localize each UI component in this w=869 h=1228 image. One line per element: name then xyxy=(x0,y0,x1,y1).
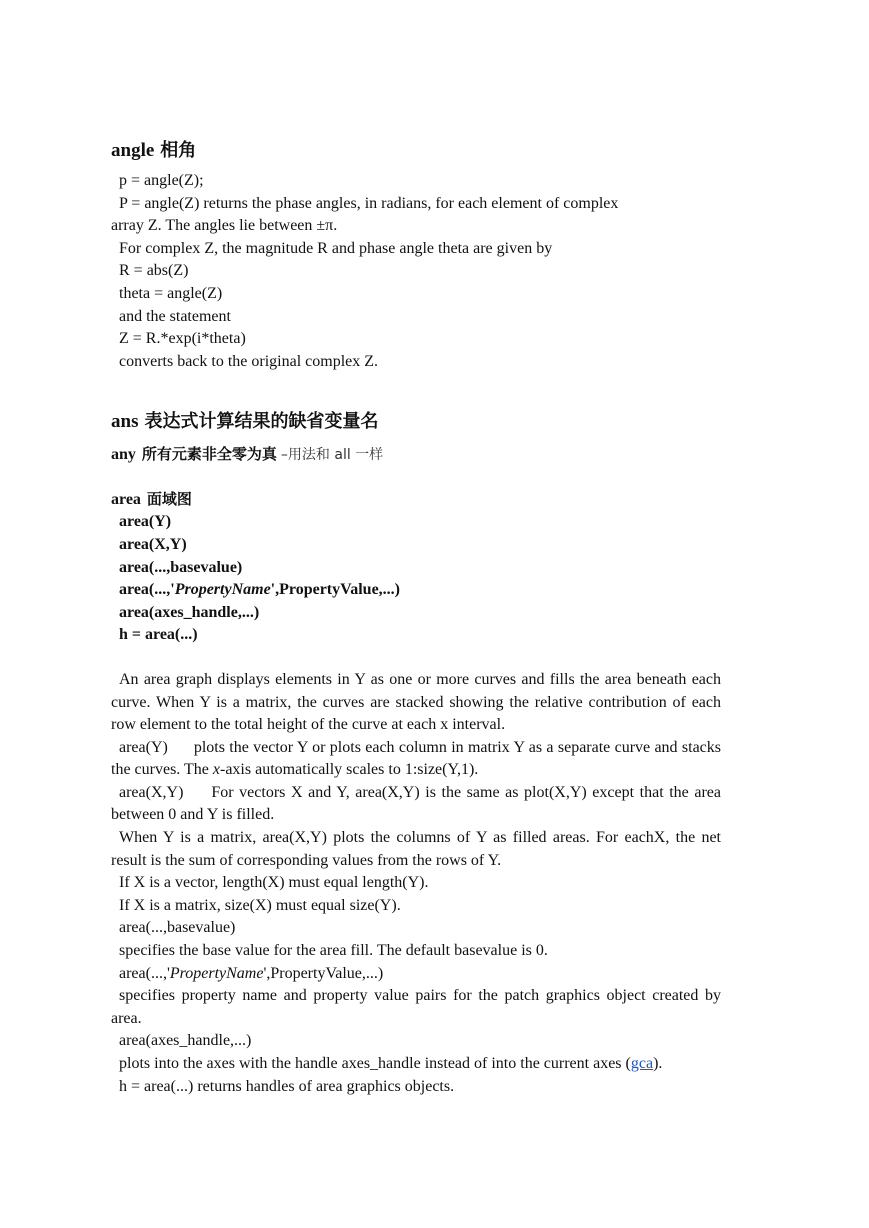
area-syntax: area(Y) xyxy=(119,513,172,531)
angle-line: converts back to the original complex Z. xyxy=(119,352,379,370)
area-desc-text: -axis automatically scales to 1:size(Y,1). xyxy=(220,761,479,779)
area-syntax: area(...,basevalue) xyxy=(119,558,243,576)
area-desc-paragraph: area(axes_handle,...) xyxy=(119,1032,252,1050)
angle-title-cn: 相角 xyxy=(160,140,197,161)
ans-heading xyxy=(111,409,721,435)
area-syntax-property-name: PropertyName xyxy=(174,581,271,599)
area-desc-paragraph: When Y is a matrix, area(X,Y) plots the columns of Y as filled areas. For eachX, the net result is the sum of corresponding values from the rows of Y. xyxy=(111,829,725,869)
angle-line: theta = angle(Z) xyxy=(119,284,223,302)
area-desc-text: area(Y) plots the vector Y or plots each column in matrix Y as a separate curve and stacks the curves. The xyxy=(111,738,725,779)
area-desc-paragraph: specifies the base value for the area fill. The default basevalue is 0. xyxy=(119,942,548,960)
area-desc-text: area(...,' xyxy=(119,964,170,982)
area-desc-paragraph: If X is a vector, length(X) must equal length(Y). xyxy=(119,874,429,892)
document-page xyxy=(111,138,725,1098)
area-syntax: area(X,Y) xyxy=(119,535,187,553)
area-heading xyxy=(111,488,721,511)
angle-line: and the statement xyxy=(119,307,231,325)
any-title-cn: 所有元素非全零为真 xyxy=(141,445,277,464)
area-desc-paragraph xyxy=(111,737,725,782)
area-desc-paragraph: If X is a matrix, size(X) must equal size(Y). xyxy=(119,896,401,914)
any-heading xyxy=(111,443,721,466)
area-desc-italic: PropertyName xyxy=(169,964,264,982)
area-syntax-part: ',PropertyValue,...) xyxy=(270,581,400,599)
area-desc-paragraph: h = area(...) returns handles of area graphics objects. xyxy=(119,1077,455,1095)
angle-line: array Z. The angles lie between ±π. xyxy=(111,217,338,235)
area-title-cn: 面域图 xyxy=(146,490,192,509)
angle-line: Z = R.*exp(i*theta) xyxy=(119,330,246,348)
area-desc-paragraph xyxy=(111,963,721,986)
area-syntax xyxy=(111,579,721,602)
angle-line: P = angle(Z) returns the phase angles, in radians, for each element of complex xyxy=(119,194,619,212)
area-desc-text: ). xyxy=(653,1055,663,1072)
area-desc-paragraph: specifies property name and property value pairs for the patch graphics object created by area. xyxy=(111,987,725,1027)
area-desc-italic: x xyxy=(212,761,220,779)
angle-line: For complex Z, the magnitude R and phase angle theta are given by xyxy=(119,239,553,257)
area-desc-text: ',PropertyValue,...) xyxy=(263,964,384,982)
area-syntax-part: area(...,' xyxy=(119,581,175,599)
area-desc-text: plots into the axes with the handle axes_handle instead of into the current axes ( xyxy=(119,1055,631,1072)
any-title: any xyxy=(111,446,136,464)
area-title: area xyxy=(111,491,141,509)
any-note: –用法和 all 一样 xyxy=(280,447,384,464)
area-syntax: area(axes_handle,...) xyxy=(119,603,260,621)
area-syntax: h = area(...) xyxy=(119,626,198,644)
ans-title-cn: 表达式计算结果的缺省变量名 xyxy=(144,411,379,433)
angle-heading xyxy=(111,138,721,164)
area-desc-paragraph: An area graph displays elements in Y as one or more curves and fills the area beneath each curve. When Y is a matrix, the curves are stacked showing the relative contribution of each row element to the total height of the curve at each x interval. xyxy=(111,670,725,734)
area-desc-paragraph: area(...,basevalue) xyxy=(119,919,236,937)
angle-title: angle xyxy=(111,140,155,161)
angle-line: p = angle(Z); xyxy=(119,172,204,189)
angle-line: R = abs(Z) xyxy=(119,262,189,280)
ans-title: ans xyxy=(111,411,139,433)
gca-link[interactable]: gca xyxy=(630,1055,654,1072)
area-desc-paragraph: area(X,Y) For vectors X and Y, area(X,Y) is the same as plot(X,Y) except that the area between 0 and Y is filled. xyxy=(111,783,725,824)
area-desc-paragraph xyxy=(111,1053,721,1076)
